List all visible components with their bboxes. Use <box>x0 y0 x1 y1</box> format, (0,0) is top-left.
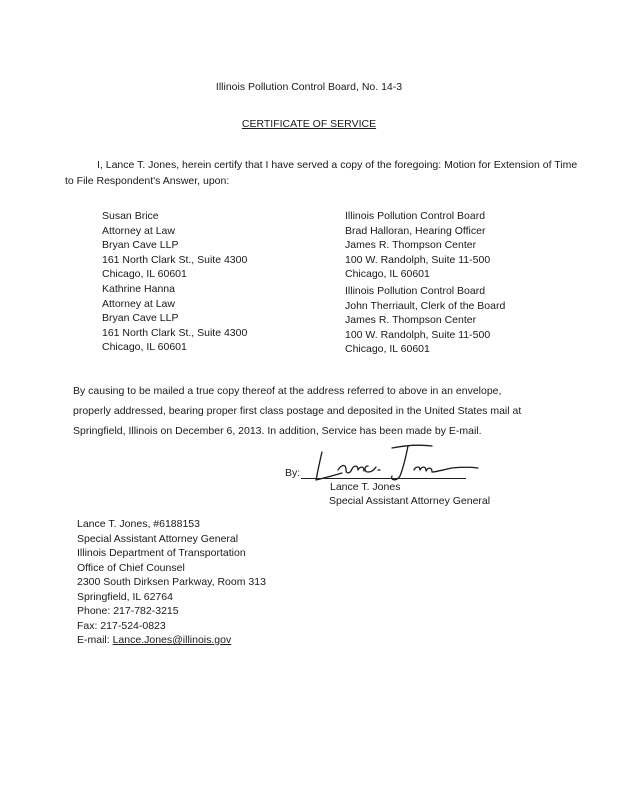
address-line: Chicago, IL 60601 <box>102 341 187 353</box>
address-line: Susan Brice <box>102 210 159 222</box>
contact-phone: Phone: 217-782-3215 <box>77 605 179 617</box>
intro-paragraph: I, Lance T. Jones, herein certify that I have served a copy of the foregoing: Motion for Extension of Time to File Respondent's Answer, upon: <box>65 159 578 187</box>
address-line: Bryan Cave LLP <box>102 239 179 251</box>
address-line: Bryan Cave LLP <box>102 312 179 324</box>
service-address-block <box>102 282 247 355</box>
contact-block <box>77 517 266 648</box>
address-line: James R. Thompson Center <box>345 314 477 326</box>
by-label: By: <box>285 467 301 479</box>
address-line: Attorney at Law <box>102 224 175 237</box>
email-link[interactable]: Lance.Jones@illinois.gov <box>112 634 232 646</box>
address-line: Chicago, IL 60601 <box>345 343 430 355</box>
address-line: James R. Thompson Center <box>345 239 477 251</box>
service-address-block <box>102 209 247 282</box>
address-line: Chicago, IL 60601 <box>102 268 187 280</box>
address-line: Illinois Pollution Control Board <box>345 210 486 222</box>
address-line: 161 North Clark St., Suite 4300 <box>102 326 248 339</box>
contact-title: Special Assistant Attorney General <box>77 532 239 545</box>
handwritten-signature <box>312 440 482 486</box>
address-line: Kathrine Hanna <box>102 283 175 295</box>
contact-department: Illinois Department of Transportation <box>77 547 246 559</box>
contact-street: 2300 South Dirksen Parkway, Room 313 <box>77 576 266 588</box>
contact-fax: Fax: 217-524-0823 <box>77 619 166 632</box>
service-address-block <box>345 284 505 357</box>
address-line: John Therriault, Clerk of the Board <box>345 299 506 312</box>
address-line: Attorney at Law <box>102 297 175 310</box>
contact-name: Lance T. Jones, #6188153 <box>77 518 200 530</box>
signer-title: Special Assistant Attorney General <box>329 495 491 507</box>
email-label: E-mail: <box>77 634 110 646</box>
contact-office: Office of Chief Counsel <box>77 561 185 574</box>
address-line: 100 W. Randolph, Suite 11-500 <box>345 253 491 266</box>
address-line: Brad Halloran, Hearing Officer <box>345 224 486 237</box>
address-line: Illinois Pollution Control Board <box>345 285 486 297</box>
service-address-block <box>345 209 490 282</box>
contact-email-row <box>77 633 266 648</box>
address-line: Chicago, IL 60601 <box>345 268 430 280</box>
case-caption: Illinois Pollution Control Board, No. 14-3 <box>215 81 403 93</box>
contact-city: Springfield, IL 62764 <box>77 590 173 603</box>
signer-name: Lance T. Jones <box>330 481 401 493</box>
signature-line <box>301 478 466 479</box>
address-line: 161 North Clark St., Suite 4300 <box>102 253 248 266</box>
certificate-title: CERTIFICATE OF SERVICE <box>241 118 377 130</box>
closing-paragraph: By causing to be mailed a true copy thereof at the address referred to above in an envelope, properly addressed, bearing proper first class postage and deposited in the United States mail at Springfield, Illinois on December 6, 2013. In addition, Service has been made by E-mail. <box>73 385 522 437</box>
address-line: 100 W. Randolph, Suite 11-500 <box>345 328 491 341</box>
